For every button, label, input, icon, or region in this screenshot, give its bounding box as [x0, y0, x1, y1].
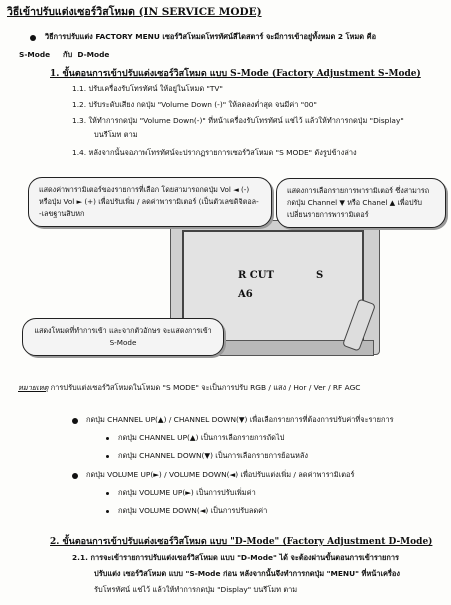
channel-up-line: กดปุ่ม CHANNEL UP(▲) เป็นการเลือกรายการถัดไป — [118, 433, 285, 442]
step-1-1: 1.1. ปรับเครื่องรับโทรทัศน์ ให้อยู่ในโหมด "TV" — [72, 84, 223, 93]
callout-left: แสดงค่าพารามิเตอร์ของรายการที่เลือก โดยสามารถกดปุ่ม Vol ◄ (-) หรือปุ่ม Vol ► (+) เพื่อปรับเพิ่ม / ลดค่าพารามิเตอร์ (เป็นตัวเลขดิจิตอล--เลขฐานสิบหก — [28, 177, 272, 227]
s2-line-2: ปรับแต่ง เซอร์วิสโหมด แบบ "S-Mode ก่อน หลังจากนั้นจึงทำการกดปุ่ม "MENU" ที่หน้าเครื่อง — [94, 569, 400, 578]
step-1-2: 1.2. ปรับระดับเสียง กดปุ่ม "Volume Down (-)" ให้ลดลงต่ำสุด จนมีค่า "00" — [72, 100, 317, 109]
s2-line-3: รับโทรทัศน์ แช่ไว้ แล้วให้ทำการกดปุ่ม "Display" บนรีโมท ตาม — [94, 585, 298, 594]
intro-and: กับ — [63, 50, 73, 59]
tv-label-rcut: R CUT — [238, 270, 274, 281]
bullet-icon — [106, 492, 109, 495]
note-line — [18, 382, 360, 394]
volume-line: กดปุ่ม VOLUME UP(►) / VOLUME DOWN(◄) เพื่อปรับแต่งเพิ่ม / ลดค่าพารามิเตอร์ — [86, 470, 355, 479]
intro-line-1: วิธีการปรับแต่ง FACTORY MENU เซอร์วิสโหมดโทรทัศน์สีไดสตาร์ จะมีการเข้าอยู่ทั้งหมด 2 โหมด คือ — [45, 32, 377, 41]
bullet-icon — [30, 35, 36, 41]
intro-line-2 — [19, 49, 109, 61]
volume-down-line: กดปุ่ม VOLUME DOWN(◄) เป็นการปรับลดค่า — [118, 506, 268, 515]
tv-label-a6: A6 — [238, 289, 253, 300]
section1-title: 1. ขั้นตอนการเข้าปรับแต่งเซอร์วิสโหมด แบบ S-Mode (Factory Adjustment S-Mode) — [50, 69, 421, 79]
callout-bottom: แสดงโหมดที่ทำการเข้า และจากตัวอักษร จะแสดงการเข้า S-Mode — [22, 318, 224, 356]
step-1-3b: บนรีโมท ตาม — [94, 130, 138, 139]
note-label: หมายเหตุ — [18, 383, 49, 392]
step-1-4: 1.4. หลังจากนั้นจอภาพโทรทัศน์จะปรากฏรายการเซอร์วิสโหมด "S MODE" ดังรูปข้างล่าง — [72, 148, 357, 157]
tv-label-s: S — [316, 270, 324, 281]
intro-smode: S-Mode — [19, 50, 51, 59]
channel-down-line: กดปุ่ม CHANNEL DOWN(▼) เป็นการเลือกรายการย้อนหลัง — [118, 451, 309, 460]
bullet-icon — [72, 418, 78, 424]
volume-up-line: กดปุ่ม VOLUME UP(►) เป็นการปรับเพิ่มค่า — [118, 488, 256, 497]
callout-right: แสดงการเลือกรายการพารามิเตอร์ ซึ่งสามารถกดปุ่ม Channel ▼ หรือ Chanel ▲ เพื่อปรับเปลี่ยนรายการพารามิเตอร์ — [276, 178, 446, 228]
note-text: การปรับแต่งเซอร์วิสโหมดในโหมด "S MODE" จะเป็นการปรับ RGB / แสง / Hor / Ver / RF AGC — [50, 383, 361, 392]
intro-dmode: D-Mode — [77, 50, 110, 59]
bullet-icon — [72, 473, 78, 479]
bullet-icon — [106, 455, 109, 458]
page-title: วิธีเข้าปรับแต่งเซอร์วิสโหมด (IN SERVICE MODE) — [7, 6, 262, 18]
section2-title: 2. ขั้นตอนการเข้าปรับแต่งเซอร์วิสโหมด แบบ "D-Mode" (Factory Adjustment D-Mode) — [50, 537, 433, 547]
channel-line: กดปุ่ม CHANNEL UP(▲) / CHANNEL DOWN(▼) เพื่อเลือกรายการที่ต้องการปรับค่าที่จะรายการ — [86, 415, 394, 424]
step-1-3: 1.3. ให้ทำการกดปุ่ม "Volume Down(-)" ที่หน้าเครื่องรับโทรทัศน์ แช่ไว้ แล้วให้ทำการกดปุ่ม "Display" — [72, 116, 404, 125]
bullet-icon — [106, 510, 109, 513]
s2-line-1: 2.1. การจะเข้ารายการปรับแต่งเซอร์วิสโหมด แบบ "D-Mode" ได้ จะต้องผ่านขั้นตอนการเข้ารายการ — [72, 553, 399, 562]
bullet-icon — [106, 437, 109, 440]
